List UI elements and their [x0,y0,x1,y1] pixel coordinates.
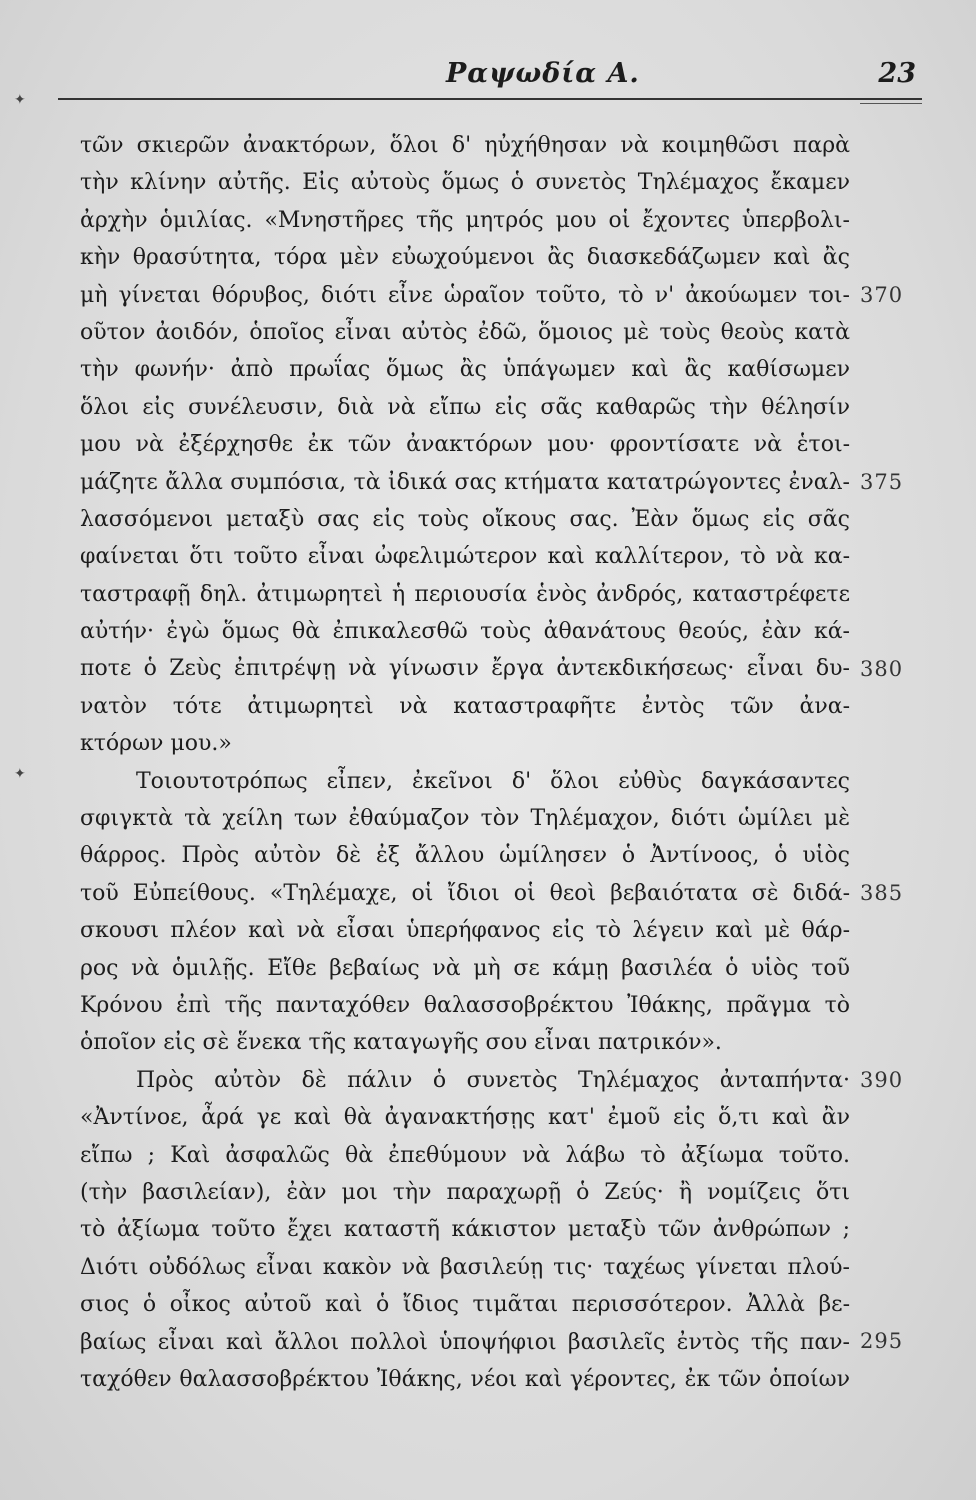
text-line: εἴπω ; Καὶ ἀσφαλῶς θὰ ἐπεθύμουν νὰ λάβω τὸ ἀξίωμα τοῦτο. [80,1142,850,1168]
text-line: οῦτον ἀοιδόν, ὁποῖος εἶναι αὐτὸς ἐδῶ, ὅμοιος μὲ τοὺς θεοὺς κατὰ [80,319,850,345]
text-line: βαίως εἶναι καὶ ἄλλοι πολλοὶ ὑποψήφιοι βασιλεῖς ἐντὸς τῆς παν- [80,1329,850,1355]
text-line: κὴν θρασύτητα, τόρα μὲν εὐωχούμενοι ἂς διασκεδάζωμεν καὶ ἂς [80,245,850,271]
header-rule-short [860,103,922,104]
text-line: ὁποῖον εἰς σὲ ἕνεκα τῆς καταγωγῆς σου εἶναι πατρικόν». [80,1030,722,1056]
text-line: λασσόμενοι μεταξὺ σας εἰς τοὺς οἴκους σας. Ἐὰν ὅμως εἰς σᾶς [80,506,850,532]
text-line: «Ἀντίνοε, ἆρά γε καὶ θὰ ἀγανακτήσῃς κατ' ἐμοῦ εἰς ὅ,τι καὶ ἂν [80,1105,850,1131]
text-line: σιος ὁ οἶκος αὐτοῦ καὶ ὁ ἴδιος τιμᾶται περισσότερον. Ἀλλὰ βε- [80,1292,850,1318]
body-text [80,127,850,1398]
text-line: μου νὰ ἐξέρχησθε ἐκ τῶν ἀνακτόρων μου· φροντίσατε νὰ ἑτοι- [80,432,850,458]
page-number: 23 [878,58,916,89]
header-rule [58,98,922,100]
text-line: ρος νὰ ὁμιλῇς. Εἴθε βεβαίως νὰ μὴ σε κάμῃ βασιλέα ὁ υἱὸς τοῦ [80,955,850,981]
text-line: φαίνεται ὅτι τοῦτο εἶναι ὠφελιμώτερον καὶ καλλίτερον, τὸ νὰ κα- [80,544,850,570]
text-line: τὸ ἀξίωμα τοῦτο ἔχει καταστῆ κάκιστον μεταξὺ τῶν ἀνθρώπων ; [80,1217,850,1243]
text-line: κτόρων μου.» [80,731,232,757]
text-line: τὴν φωνήν· ἀπὸ πρωΐας ὅμως ἂς ὑπάγωμεν καὶ ἂς καθίσωμεν [80,357,850,383]
margin-mark: ✦ [14,92,26,108]
text-line: ἀρχὴν ὁμιλίας. «Μνηστῆρες τῆς μητρός μου οἱ ἔχοντες ὑπερβολι- [80,207,850,233]
text-line: μὴ γίνεται θόρυβος, διότι εἶνε ὡραῖον τοῦτο, τὸ ν' ἀκούωμεν τοι- [80,282,850,308]
text-line: Τοιουτοτρόπως εἶπεν, ἐκεῖνοι δ' ὅλοι εὐθὺς δαγκάσαντες [136,768,850,794]
text-line: τὴν κλίνην αὐτῆς. Εἰς αὐτοὺς ὅμως ὁ συνετὸς Τηλέμαχος ἔκαμεν [80,170,850,196]
text-line: Κρόνου ἐπὶ τῆς πανταχόθεν θαλασσοβρέκτου Ἰθάκης, πρᾶγμα τὸ [80,992,850,1018]
text-line: αὐτήν· ἐγὼ ὅμως θὰ ἐπικαλεσθῶ τοὺς ἀθανάτους θεούς, ἐὰν κά- [80,619,850,645]
text-line: (τὴν βασιλείαν), ἐὰν μοι τὴν παραχωρῇ ὁ Ζεύς· ἢ νομίζεις ὅτι [80,1179,850,1205]
text-line: τοῦ Εὐπείθους. «Τηλέμαχε, οἱ ἴδιοι οἱ θεοὶ βεβαιότατα σὲ διδά- [80,880,850,906]
margin-mark: ✦ [14,766,26,782]
running-title: Ραψωδία Α. [446,58,640,89]
line-number: 370 [860,283,904,307]
text-line: θάρρος. Πρὸς αὐτὸν δὲ ἐξ ἄλλου ὡμίλησεν ὁ Ἀντίνοος, ὁ υἱὸς [80,843,850,869]
text-line: ταστραφῇ δηλ. ἀτιμωρητεὶ ἡ περιουσία ἑνὸς ἀνδρός, καταστρέφετε [80,581,850,607]
page-header [70,58,922,98]
text-line: ὅλοι εἰς συνέλευσιν, διὰ νὰ εἴπω εἰς σᾶς καθαρῶς τὴν θέλησίν [80,394,850,420]
text-line: Πρὸς αὐτὸν δὲ πάλιν ὁ συνετὸς Τηλέμαχος ἀνταπήντα· [136,1067,850,1093]
text-line: σφιγκτὰ τὰ χείλη των ἐθαύμαζον τὸν Τηλέμαχον, διότι ὡμίλει μὲ [80,806,850,832]
text-line: τῶν σκιερῶν ἀνακτόρων, ὅλοι δ' ηὐχήθησαν νὰ κοιμηθῶσι παρὰ [80,133,850,158]
text-line: Διότι οὐδόλως εἶναι κακὸν νὰ βασιλεύῃ τις· ταχέως γίνεται πλού- [80,1254,850,1280]
line-number: 385 [860,881,904,905]
line-number: 295 [860,1329,904,1353]
line-number: 375 [860,470,904,494]
text-line: ποτε ὁ Ζεὺς ἐπιτρέψῃ νὰ γίνωσιν ἔργα ἀντεκδικήσεως· εἶναι δυ- [80,656,850,682]
text-line: ταχόθεν θαλασσοβρέκτου Ἰθάκης, νέοι καὶ γέροντες, ἐκ τῶν ὁποίων [80,1366,850,1392]
text-line: νατὸν τότε ἀτιμωρητεὶ νὰ καταστραφῆτε ἐντὸς τῶν ἀνα- [80,693,850,719]
text-line: σκουσι πλέον καὶ νὰ εἶσαι ὑπερήφανος εἰς τὸ λέγειν καὶ μὲ θάρ- [80,918,850,944]
text-line: μάζητε ἄλλα συμπόσια, τὰ ἰδικά σας κτήματα κατατρώγοντες ἐναλ- [80,469,850,495]
line-number: 390 [860,1068,904,1092]
line-number: 380 [860,657,904,681]
